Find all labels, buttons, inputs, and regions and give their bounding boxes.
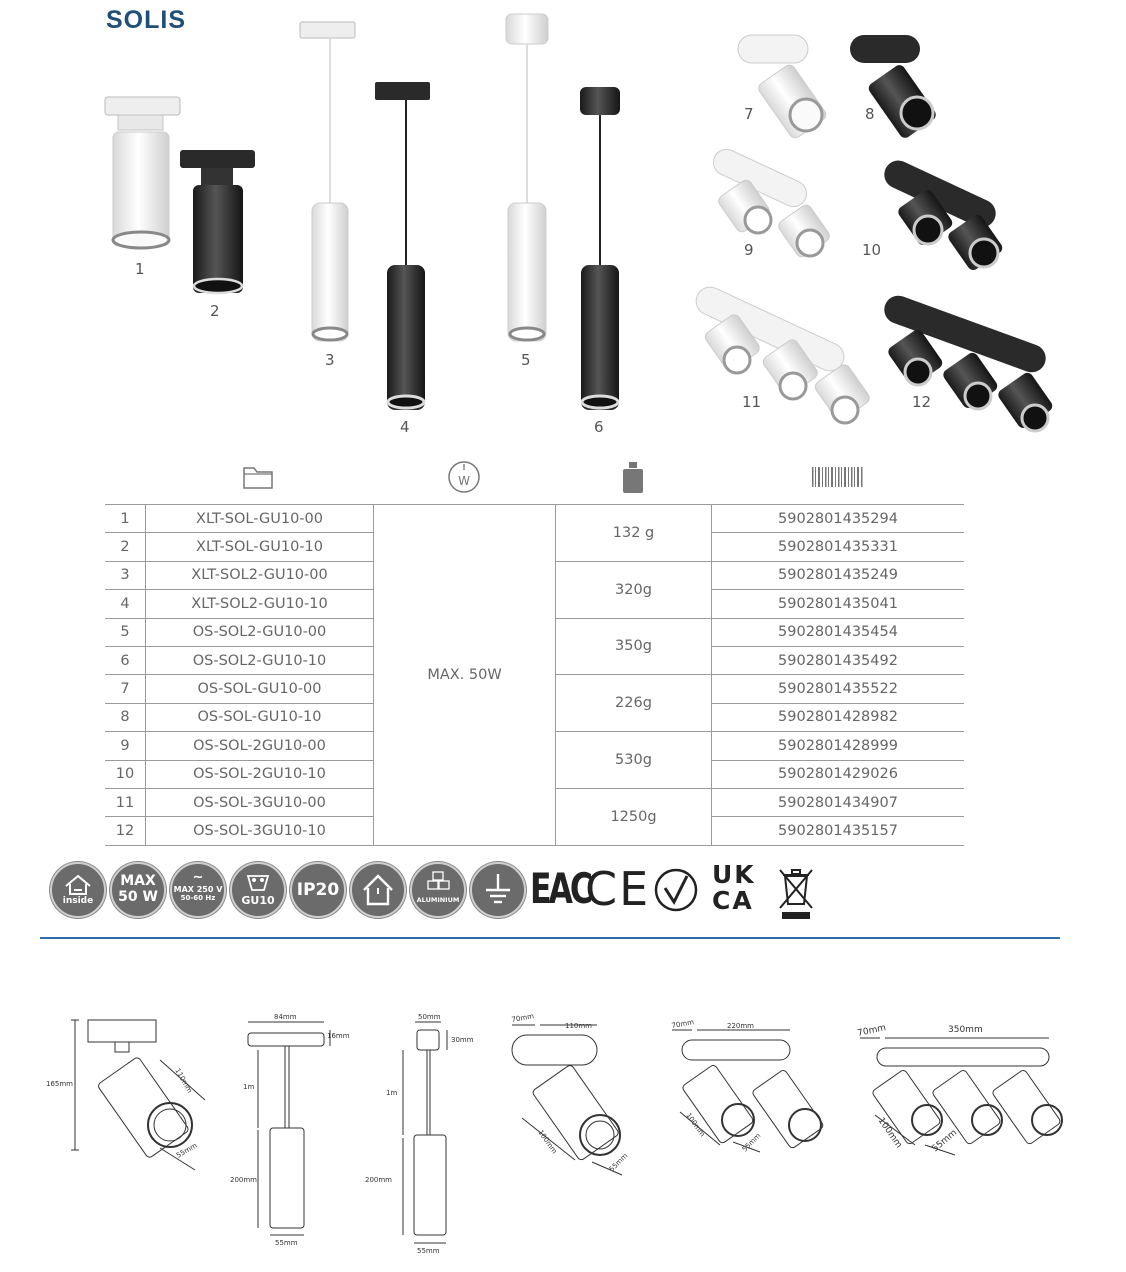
- table-cell-ean: 5902801435492: [712, 646, 965, 674]
- dim-label: 50mm: [418, 1013, 441, 1021]
- dim-label: 200mm: [230, 1176, 257, 1184]
- product-5-white-pendant-ceiling: [506, 14, 548, 341]
- cubes-icon: [412, 868, 464, 896]
- dim-label: 55mm: [417, 1247, 440, 1255]
- product-6-black-pendant-ceiling: [580, 87, 620, 410]
- dim-label: 1m: [386, 1089, 398, 1097]
- table-cell-code: OS-SOL-GU10-00: [146, 675, 374, 703]
- indoor-ceiling-badge: [350, 862, 406, 918]
- weight-icon: [620, 460, 646, 494]
- table-cell-num: 8: [105, 703, 146, 731]
- table-cell-ean: 5902801435331: [712, 533, 965, 561]
- product-3-white-pendant-track: [300, 22, 355, 341]
- ip-rating-badge: [290, 862, 346, 918]
- table-cell-ean: 5902801428999: [712, 732, 965, 760]
- max-power-badge: [110, 862, 166, 918]
- dim-label: 100mm: [875, 1115, 904, 1151]
- table-cell-wt: 226g: [556, 675, 712, 732]
- product-label: 8: [865, 105, 875, 123]
- product-label: 1: [135, 260, 145, 278]
- drawing-4-surface-single: [512, 1025, 622, 1175]
- dim-label: 1m: [243, 1083, 255, 1091]
- table-row: [105, 505, 964, 533]
- max-label: MAX: [120, 873, 156, 889]
- ce-mark: CE: [585, 862, 651, 916]
- voltage-badge: [170, 862, 226, 918]
- table-cell-ean: 5902801435249: [712, 561, 965, 589]
- frequency-label: 50-60 Hz: [180, 894, 216, 902]
- barcode-icon: [810, 465, 866, 489]
- table-cell-num: 6: [105, 646, 146, 674]
- ukca-bottom: CA: [712, 886, 754, 915]
- product-label: 9: [744, 241, 754, 259]
- product-label: 12: [912, 393, 932, 411]
- table-cell-code: OS-SOL2-GU10-00: [146, 618, 374, 646]
- drawing-2-pendant-track: [248, 1022, 330, 1235]
- table-cell-ean: 5902801429026: [712, 760, 965, 788]
- table-cell-wt: 1250g: [556, 788, 712, 845]
- ip-label: IP20: [296, 880, 340, 900]
- product-12-black-surface-triple: [880, 292, 1054, 431]
- weee-bin-icon: [776, 864, 816, 922]
- table-cell-ean: 5902801435294: [712, 505, 965, 533]
- socket-label: GU10: [241, 894, 275, 907]
- ukca-mark: [712, 862, 756, 914]
- bulb-icon: [232, 870, 284, 894]
- svg-text:W: W: [458, 474, 470, 488]
- aluminium-label: ALUMINIUM: [416, 896, 460, 904]
- drawing-5-surface-double: [672, 1030, 824, 1152]
- table-cell-code: XLT-SOL2-GU10-00: [146, 561, 374, 589]
- page-title: SOLIS: [106, 6, 187, 34]
- dim-label: 165mm: [46, 1080, 73, 1088]
- product-label: 7: [744, 105, 754, 123]
- dim-label: 220mm: [727, 1022, 754, 1030]
- aluminium-badge: [410, 862, 466, 918]
- table-cell-code: XLT-SOL-GU10-10: [146, 533, 374, 561]
- table-cell-wt: 530g: [556, 732, 712, 789]
- ac-wave-icon: ∼: [192, 870, 204, 885]
- ground-icon: [472, 864, 524, 916]
- dim-label: 100mm: [536, 1128, 559, 1156]
- table-cell-ean: 5902801435522: [712, 675, 965, 703]
- table-cell-pow: MAX. 50W: [374, 505, 556, 846]
- dim-label: 70mm: [670, 1018, 695, 1030]
- dim-label: 55mm: [930, 1127, 960, 1155]
- table-cell-wt: 350g: [556, 618, 712, 675]
- drawing-3-pendant-ceiling: [403, 1022, 447, 1243]
- product-10-black-surface-double: [880, 156, 1005, 272]
- power-icon: [446, 460, 482, 494]
- product-9-white-surface-double: [709, 145, 831, 259]
- product-label: 4: [400, 418, 410, 436]
- product-4-black-pendant-track: [375, 82, 430, 410]
- table-cell-num: 1: [105, 505, 146, 533]
- dimension-drawings: [0, 1000, 1126, 1262]
- table-cell-code: OS-SOL-GU10-10: [146, 703, 374, 731]
- dim-label: 55mm: [740, 1131, 763, 1154]
- inside-use-badge: [50, 862, 106, 918]
- table-cell-num: 12: [105, 817, 146, 845]
- product-8-black-surface-single: [850, 35, 938, 140]
- product-label: 3: [325, 351, 335, 369]
- table-cell-ean: 5902801435454: [712, 618, 965, 646]
- eac-mark: EAC: [530, 864, 591, 913]
- house-icon: [52, 868, 104, 898]
- section-divider: [40, 937, 1060, 939]
- product-table: [105, 504, 964, 846]
- ukca-top: UK: [712, 860, 756, 889]
- product-2-black-track-spot: [180, 150, 255, 293]
- product-illustrations: [0, 0, 1126, 440]
- dim-label: 110mm: [173, 1067, 194, 1095]
- table-cell-ean: 5902801434907: [712, 788, 965, 816]
- table-cell-ean: 5902801435157: [712, 817, 965, 845]
- table-cell-code: OS-SOL-3GU10-00: [146, 788, 374, 816]
- inside-label: inside: [62, 896, 94, 906]
- table-cell-code: XLT-SOL-GU10-00: [146, 505, 374, 533]
- table-cell-ean: 5902801435041: [712, 590, 965, 618]
- power-value: 50 W: [118, 889, 158, 905]
- dim-label: 55mm: [275, 1239, 298, 1247]
- product-7-white-surface-single: [738, 35, 828, 140]
- product-label: 2: [210, 302, 220, 320]
- table-cell-wt: 132 g: [556, 505, 712, 562]
- product-label: 5: [521, 351, 531, 369]
- check-mark-icon: [654, 868, 698, 912]
- product-label: 6: [594, 418, 604, 436]
- table-cell-num: 2: [105, 533, 146, 561]
- table-cell-num: 7: [105, 675, 146, 703]
- table-cell-code: OS-SOL-3GU10-10: [146, 817, 374, 845]
- voltage-label: MAX 250 V: [173, 885, 223, 894]
- table-cell-num: 11: [105, 788, 146, 816]
- dim-label: 30mm: [451, 1036, 474, 1044]
- dim-label: 200mm: [365, 1176, 392, 1184]
- product-label: 11: [742, 393, 762, 411]
- table-cell-num: 4: [105, 590, 146, 618]
- table-cell-code: OS-SOL-2GU10-00: [146, 732, 374, 760]
- dim-label: 350mm: [948, 1025, 983, 1035]
- table-cell-num: 3: [105, 561, 146, 589]
- grounding-badge: [470, 862, 526, 918]
- house-ceiling-icon: [352, 864, 404, 916]
- table-cell-wt: 320g: [556, 561, 712, 618]
- table-cell-code: OS-SOL2-GU10-10: [146, 646, 374, 674]
- socket-badge: [230, 862, 286, 918]
- folder-icon: [240, 462, 276, 492]
- table-cell-num: 5: [105, 618, 146, 646]
- table-cell-ean: 5902801428982: [712, 703, 965, 731]
- dim-label: 70mm: [856, 1023, 887, 1039]
- table-cell-num: 10: [105, 760, 146, 788]
- table-cell-code: OS-SOL-2GU10-10: [146, 760, 374, 788]
- dim-label: 84mm: [274, 1013, 297, 1021]
- product-label: 10: [862, 241, 882, 259]
- dim-label: 55mm: [175, 1141, 199, 1160]
- dim-label: 110mm: [565, 1022, 592, 1030]
- product-1-white-track-spot: [105, 97, 180, 248]
- table-cell-num: 9: [105, 732, 146, 760]
- table-cell-code: XLT-SOL2-GU10-10: [146, 590, 374, 618]
- dim-label: 16mm: [327, 1032, 350, 1040]
- dim-label: 55mm: [607, 1151, 630, 1174]
- dim-label: 100mm: [684, 1111, 707, 1139]
- product-11-white-surface-triple: [692, 283, 872, 423]
- dim-label: 70mm: [510, 1012, 535, 1024]
